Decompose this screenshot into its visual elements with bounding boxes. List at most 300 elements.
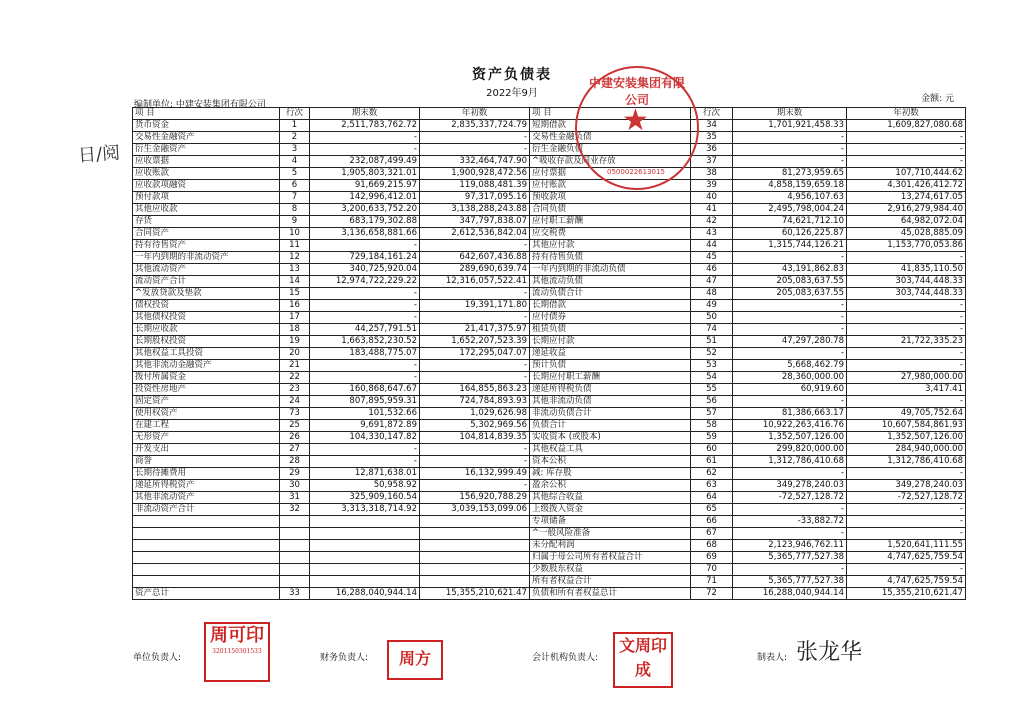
asset-end-value: - (310, 288, 420, 300)
asset-line-no: 19 (280, 336, 310, 348)
asset-item: 无形资产 (133, 432, 280, 444)
table-row (133, 360, 966, 372)
liability-end-value: 5,365,777,527.38 (733, 576, 847, 588)
asset-begin-value: 3,039,153,099.06 (420, 504, 530, 516)
asset-line-no: 8 (280, 204, 310, 216)
asset-begin-value: 332,464,747.90 (420, 156, 530, 168)
asset-item: ^发放贷款及垫款 (133, 288, 280, 300)
liability-begin-value: 49,705,752.64 (847, 408, 966, 420)
liability-begin-value: - (847, 348, 966, 360)
asset-begin-value: 21,417,375.97 (420, 324, 530, 336)
table-row (133, 552, 966, 564)
liability-item: ^吸收存款及同业存放 (530, 156, 691, 168)
asset-begin-value: 2,612,536,842.04 (420, 228, 530, 240)
liability-begin-value: - (847, 468, 966, 480)
asset-end-value: 12,974,722,229.22 (310, 276, 420, 288)
table-row (133, 348, 966, 360)
liability-item: 长期借款 (530, 300, 691, 312)
liability-end-value: - (733, 396, 847, 408)
liability-line-no: 67 (691, 528, 733, 540)
asset-item: 其他应收款 (133, 204, 280, 216)
liability-line-no: 54 (691, 372, 733, 384)
liability-item: 租赁负债 (530, 324, 691, 336)
liability-item: 短期借款 (530, 120, 691, 132)
asset-end-value: 12,871,638.01 (310, 468, 420, 480)
liability-item: 盈余公积 (530, 480, 691, 492)
asset-line-no (280, 516, 310, 528)
liability-begin-value: 1,352,507,126.00 (847, 432, 966, 444)
liability-end-value: 5,668,462.79 (733, 360, 847, 372)
company-seal-text: 中建安装集团有限公司 (588, 76, 685, 107)
liability-line-no: 70 (691, 564, 733, 576)
liability-begin-value: -72,527,128.72 (847, 492, 966, 504)
liability-line-no: 47 (691, 276, 733, 288)
liability-end-value: 47,297,280.78 (733, 336, 847, 348)
liability-line-no: 44 (691, 240, 733, 252)
liability-end-value: 16,288,040,944.14 (733, 588, 847, 600)
liability-line-no: 50 (691, 312, 733, 324)
asset-item: 其他非流动资产 (133, 492, 280, 504)
liability-item: 其他非流动负债 (530, 396, 691, 408)
asset-begin-value: - (420, 480, 530, 492)
asset-item: 在建工程 (133, 420, 280, 432)
table-row (133, 540, 966, 552)
liability-begin-value: 349,278,240.03 (847, 480, 966, 492)
liability-begin-value: 1,520,641,111.55 (847, 540, 966, 552)
asset-line-no: 9 (280, 216, 310, 228)
asset-begin-value: - (420, 372, 530, 384)
liability-item: 其他应付款 (530, 240, 691, 252)
liability-item: 所有者权益合计 (530, 576, 691, 588)
asset-end-value: 104,330,147.82 (310, 432, 420, 444)
liability-begin-value: 4,747,625,759.54 (847, 552, 966, 564)
asset-begin-value: 5,302,969.56 (420, 420, 530, 432)
asset-line-no: 73 (280, 408, 310, 420)
asset-item: 预付款项 (133, 192, 280, 204)
preparer-label: 制表人: (757, 653, 788, 663)
liability-item: 归属于母公司所有者权益合计 (530, 552, 691, 564)
asset-item: 其他权益工具投资 (133, 348, 280, 360)
column-header: 年初数 (420, 108, 530, 120)
asset-begin-value: 164,855,863.23 (420, 384, 530, 396)
liability-item: 其他权益工具 (530, 444, 691, 456)
liability-item: 应付职工薪酬 (530, 216, 691, 228)
asset-begin-value: - (420, 132, 530, 144)
liability-end-value: - (733, 300, 847, 312)
liability-begin-value: - (847, 516, 966, 528)
asset-item: 货币资金 (133, 120, 280, 132)
table-row (133, 300, 966, 312)
table-row (133, 456, 966, 468)
asset-end-value: 16,288,040,944.14 (310, 588, 420, 600)
column-header: 项 目 (133, 108, 280, 120)
accounting-head-label: 会计机构负责人: (532, 653, 599, 663)
liability-line-no: 65 (691, 504, 733, 516)
asset-line-no (280, 528, 310, 540)
asset-end-value: 1,905,803,321.01 (310, 168, 420, 180)
asset-begin-value: 12,316,057,522.41 (420, 276, 530, 288)
liability-end-value: - (733, 504, 847, 516)
liability-end-value: 60,126,225.87 (733, 228, 847, 240)
liability-end-value: 4,858,159,659.18 (733, 180, 847, 192)
unit-head-seal-text: 周可印 (210, 625, 264, 646)
liability-item: 应交税费 (530, 228, 691, 240)
table-row (133, 396, 966, 408)
liability-end-value: - (733, 324, 847, 336)
asset-end-value (310, 540, 420, 552)
liability-line-no: 66 (691, 516, 733, 528)
asset-item: 应收账款 (133, 168, 280, 180)
asset-begin-value: 1,029,626.98 (420, 408, 530, 420)
liability-begin-value: 10,607,584,861.93 (847, 420, 966, 432)
asset-end-value: 183,488,775.07 (310, 348, 420, 360)
table-row (133, 516, 966, 528)
asset-end-value: - (310, 132, 420, 144)
asset-begin-value: 289,690,639.74 (420, 264, 530, 276)
asset-line-no: 25 (280, 420, 310, 432)
asset-begin-value: - (420, 144, 530, 156)
asset-begin-value: - (420, 288, 530, 300)
asset-item (133, 552, 280, 564)
liability-line-no: 62 (691, 468, 733, 480)
liability-begin-value: - (847, 312, 966, 324)
liability-line-no: 52 (691, 348, 733, 360)
table-row (133, 156, 966, 168)
liability-line-no: 56 (691, 396, 733, 408)
asset-item: 应收款项融资 (133, 180, 280, 192)
liability-begin-value: 27,980,000.00 (847, 372, 966, 384)
asset-item: 流动资产合计 (133, 276, 280, 288)
table-row (133, 288, 966, 300)
liability-item: 负债合计 (530, 420, 691, 432)
asset-item: 拨付所属资金 (133, 372, 280, 384)
asset-begin-value: 104,814,839.35 (420, 432, 530, 444)
asset-item: 合同资产 (133, 228, 280, 240)
liability-line-no: 63 (691, 480, 733, 492)
asset-item: 其他流动资产 (133, 264, 280, 276)
table-row (133, 408, 966, 420)
table-row (133, 240, 966, 252)
liability-end-value: 5,365,777,527.38 (733, 552, 847, 564)
column-header: 年初数 (847, 108, 966, 120)
liability-item: 应付票据 (530, 168, 691, 180)
liability-item: 其他综合收益 (530, 492, 691, 504)
asset-line-no: 23 (280, 384, 310, 396)
liability-end-value: 43,191,862.83 (733, 264, 847, 276)
asset-end-value: 3,200,633,752.20 (310, 204, 420, 216)
liability-end-value: 205,083,637.55 (733, 276, 847, 288)
asset-end-value (310, 552, 420, 564)
asset-item (133, 528, 280, 540)
liability-begin-value: - (847, 324, 966, 336)
asset-item: 长期股权投资 (133, 336, 280, 348)
unit-head-seal-code: 3201150301533 (212, 648, 262, 655)
liability-end-value: 60,919.60 (733, 384, 847, 396)
liability-end-value: - (733, 132, 847, 144)
liability-item: 一年内到期的非流动负债 (530, 264, 691, 276)
table-row (133, 168, 966, 180)
liability-item: 未分配利润 (530, 540, 691, 552)
asset-begin-value: 119,088,481.39 (420, 180, 530, 192)
asset-end-value: 232,087,499.49 (310, 156, 420, 168)
asset-item: 递延所得税资产 (133, 480, 280, 492)
asset-end-value: 2,511,783,762.72 (310, 120, 420, 132)
asset-begin-value: 347,797,838.07 (420, 216, 530, 228)
asset-item (133, 516, 280, 528)
asset-end-value: 3,136,658,881.66 (310, 228, 420, 240)
table-row (133, 372, 966, 384)
asset-begin-value: 1,900,928,472.56 (420, 168, 530, 180)
liability-end-value: - (733, 312, 847, 324)
liability-item: 持有待售负债 (530, 252, 691, 264)
asset-end-value: - (310, 456, 420, 468)
table-row (133, 264, 966, 276)
asset-begin-value: 642,607,436.88 (420, 252, 530, 264)
liability-item: 非流动负债合计 (530, 408, 691, 420)
handwritten-note: 日/阅 (77, 142, 121, 167)
table-row (133, 492, 966, 504)
liability-end-value: 1,701,921,458.33 (733, 120, 847, 132)
liability-item: 减: 库存股 (530, 468, 691, 480)
asset-line-no (280, 564, 310, 576)
liability-line-no: 39 (691, 180, 733, 192)
asset-begin-value: 724,784,893.93 (420, 396, 530, 408)
liability-end-value: - (733, 564, 847, 576)
liability-end-value: - (733, 252, 847, 264)
table-row (133, 564, 966, 576)
liability-line-no: 34 (691, 120, 733, 132)
asset-line-no (280, 576, 310, 588)
liability-begin-value: - (847, 504, 966, 516)
asset-item (133, 540, 280, 552)
asset-end-value: 729,184,161.24 (310, 252, 420, 264)
asset-begin-value (420, 552, 530, 564)
asset-line-no: 5 (280, 168, 310, 180)
liability-begin-value: - (847, 360, 966, 372)
liability-begin-value: - (847, 144, 966, 156)
liability-line-no: 64 (691, 492, 733, 504)
asset-begin-value: 15,355,210,621.47 (420, 588, 530, 600)
liability-begin-value: 1,312,786,410.68 (847, 456, 966, 468)
table-header-row (133, 108, 966, 120)
table-row (133, 204, 966, 216)
asset-begin-value: - (420, 360, 530, 372)
liability-item: 应付账款 (530, 180, 691, 192)
asset-begin-value: - (420, 312, 530, 324)
liability-end-value: - (733, 348, 847, 360)
liability-end-value: 4,956,107.63 (733, 192, 847, 204)
asset-begin-value: 3,138,288,243.88 (420, 204, 530, 216)
table-row (133, 180, 966, 192)
company-seal (575, 66, 699, 190)
asset-line-no: 11 (280, 240, 310, 252)
asset-end-value (310, 528, 420, 540)
liability-item: 预计负债 (530, 360, 691, 372)
asset-line-no: 30 (280, 480, 310, 492)
asset-end-value: - (310, 144, 420, 156)
table-row (133, 276, 966, 288)
liability-line-no: 41 (691, 204, 733, 216)
column-header: 期末数 (310, 108, 420, 120)
asset-item: 资产总计 (133, 588, 280, 600)
preparer-signature: 张龙华 (796, 640, 863, 665)
liability-line-no: 38 (691, 168, 733, 180)
liability-item: 长期应付款 (530, 336, 691, 348)
liability-item: 衍生金融负债 (530, 144, 691, 156)
liability-line-no: 57 (691, 408, 733, 420)
asset-begin-value: 97,317,095.16 (420, 192, 530, 204)
liability-end-value: 81,273,959.65 (733, 168, 847, 180)
column-header: 行次 (691, 108, 733, 120)
asset-item: 长期待摊费用 (133, 468, 280, 480)
asset-line-no: 13 (280, 264, 310, 276)
report-title: 资产负债表 (472, 67, 552, 83)
liability-begin-value: 107,710,444.62 (847, 168, 966, 180)
asset-begin-value: 172,295,047.07 (420, 348, 530, 360)
liability-item: 应付债券 (530, 312, 691, 324)
liability-end-value: - (733, 468, 847, 480)
star-icon: ★ (622, 103, 649, 138)
table-row (133, 324, 966, 336)
asset-line-no (280, 540, 310, 552)
asset-line-no: 1 (280, 120, 310, 132)
asset-end-value: 101,532.66 (310, 408, 420, 420)
column-header: 项 目 (530, 108, 691, 120)
asset-end-value: 683,179,302.88 (310, 216, 420, 228)
liability-line-no: 46 (691, 264, 733, 276)
asset-begin-value (420, 516, 530, 528)
liability-line-no: 74 (691, 324, 733, 336)
accounting-head-seal: 文周印成 (613, 632, 673, 688)
asset-item: 其他非流动金融资产 (133, 360, 280, 372)
table-row (133, 228, 966, 240)
asset-begin-value (420, 564, 530, 576)
table-row (133, 192, 966, 204)
liability-end-value: 81,386,663.17 (733, 408, 847, 420)
liability-line-no: 59 (691, 432, 733, 444)
liability-line-no: 58 (691, 420, 733, 432)
asset-item: 持有待售资产 (133, 240, 280, 252)
asset-line-no: 3 (280, 144, 310, 156)
liability-line-no: 69 (691, 552, 733, 564)
liability-begin-value: - (847, 156, 966, 168)
asset-line-no: 26 (280, 432, 310, 444)
report-period: 2022年9月 (486, 88, 538, 99)
asset-line-no: 10 (280, 228, 310, 240)
asset-line-no: 2 (280, 132, 310, 144)
asset-begin-value: - (420, 240, 530, 252)
liability-line-no: 43 (691, 228, 733, 240)
liability-begin-value: 64,982,072.04 (847, 216, 966, 228)
liability-begin-value: - (847, 300, 966, 312)
liability-item: 少数股东权益 (530, 564, 691, 576)
liability-line-no: 71 (691, 576, 733, 588)
asset-item: 应收票据 (133, 156, 280, 168)
asset-line-no: 24 (280, 396, 310, 408)
asset-line-no: 21 (280, 360, 310, 372)
table-row (133, 252, 966, 264)
asset-begin-value: - (420, 456, 530, 468)
liability-begin-value: 3,417.41 (847, 384, 966, 396)
asset-item: 使用权资产 (133, 408, 280, 420)
table-row (133, 528, 966, 540)
unit-head-label: 单位负责人: (133, 653, 182, 663)
liability-end-value: - (733, 144, 847, 156)
asset-end-value: 9,691,872.89 (310, 420, 420, 432)
asset-begin-value (420, 576, 530, 588)
table-row (133, 504, 966, 516)
asset-line-no: 14 (280, 276, 310, 288)
liability-item: 实收资本 (或股本) (530, 432, 691, 444)
asset-begin-value: 2,835,337,724.79 (420, 120, 530, 132)
liability-end-value: 74,621,712.10 (733, 216, 847, 228)
liability-end-value: 299,820,000.00 (733, 444, 847, 456)
liability-line-no: 61 (691, 456, 733, 468)
asset-line-no: 29 (280, 468, 310, 480)
liability-end-value: 1,315,744,126.21 (733, 240, 847, 252)
liability-line-no: 72 (691, 588, 733, 600)
liability-end-value: 349,278,240.03 (733, 480, 847, 492)
liability-item: 长期应付职工薪酬 (530, 372, 691, 384)
liability-line-no: 55 (691, 384, 733, 396)
liability-line-no: 68 (691, 540, 733, 552)
finance-head-label: 财务负责人: (320, 653, 369, 663)
liability-end-value: 1,352,507,126.00 (733, 432, 847, 444)
asset-item: 交易性金融资产 (133, 132, 280, 144)
asset-item: 开发支出 (133, 444, 280, 456)
asset-begin-value: 1,652,207,523.39 (420, 336, 530, 348)
liability-begin-value: - (847, 528, 966, 540)
liability-item: 负债和所有者权益总计 (530, 588, 691, 600)
liability-item: 交易性金融负债 (530, 132, 691, 144)
liability-item: 专项储备 (530, 516, 691, 528)
asset-end-value: 325,909,160.54 (310, 492, 420, 504)
asset-end-value (310, 564, 420, 576)
liability-end-value: 2,495,798,004.24 (733, 204, 847, 216)
table-row (133, 144, 966, 156)
asset-item: 存货 (133, 216, 280, 228)
table-row (133, 384, 966, 396)
liability-line-no: 48 (691, 288, 733, 300)
asset-end-value: 3,313,318,714.92 (310, 504, 420, 516)
asset-line-no: 20 (280, 348, 310, 360)
table-row (133, 216, 966, 228)
liability-line-no: 36 (691, 144, 733, 156)
asset-begin-value (420, 540, 530, 552)
asset-item: 固定资产 (133, 396, 280, 408)
asset-item: 商誉 (133, 456, 280, 468)
liability-begin-value: 4,747,625,759.54 (847, 576, 966, 588)
asset-end-value: - (310, 240, 420, 252)
liability-begin-value: 303,744,448.33 (847, 276, 966, 288)
table-row (133, 588, 966, 600)
asset-begin-value: - (420, 444, 530, 456)
liability-item: 合同负债 (530, 204, 691, 216)
liability-line-no: 40 (691, 192, 733, 204)
asset-line-no: 12 (280, 252, 310, 264)
asset-item: 长期应收款 (133, 324, 280, 336)
table-row (133, 336, 966, 348)
liability-end-value: -33,882.72 (733, 516, 847, 528)
table-row (133, 120, 966, 132)
asset-end-value: 807,895,959.31 (310, 396, 420, 408)
table-row (133, 132, 966, 144)
liability-end-value: 28,360,000.00 (733, 372, 847, 384)
asset-line-no: 6 (280, 180, 310, 192)
asset-line-no: 28 (280, 456, 310, 468)
column-header: 行次 (280, 108, 310, 120)
asset-line-no: 16 (280, 300, 310, 312)
